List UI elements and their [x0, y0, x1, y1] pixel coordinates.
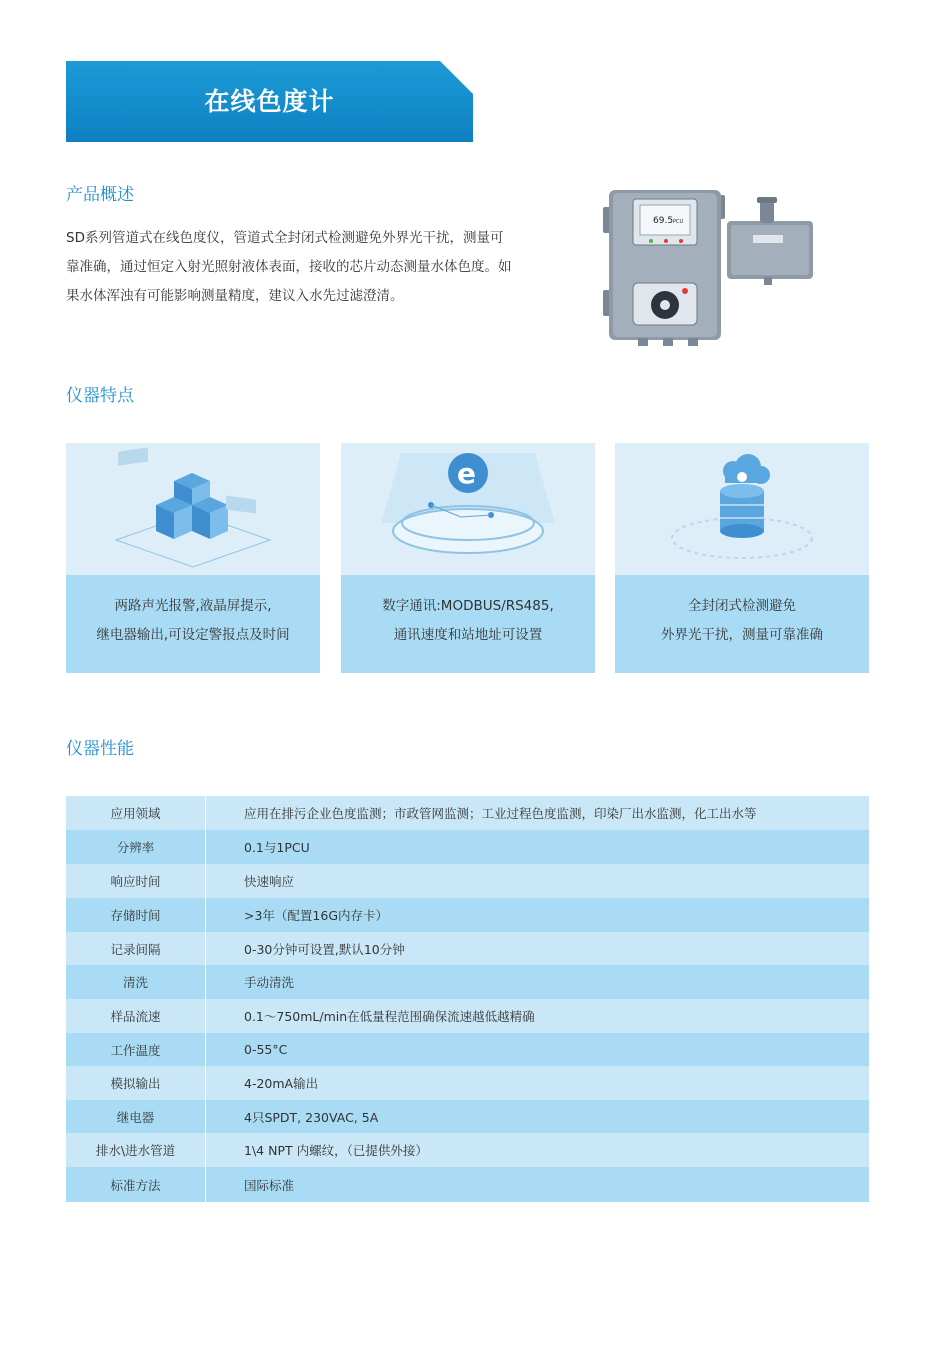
spec-value: 4只SPDT, 230VAC, 5A	[206, 1100, 870, 1133]
title-banner	[66, 61, 473, 142]
spec-value: 0-55°C	[206, 1033, 870, 1066]
spec-label: 记录间隔	[66, 932, 206, 965]
feature-caption	[341, 575, 595, 673]
feature-caption-line: 通讯速度和站地址可设置	[393, 627, 543, 643]
spec-table	[66, 796, 869, 1202]
overview-text	[66, 224, 521, 311]
feature-caption-line: 全封闭式检测避免	[688, 598, 796, 614]
cloud-database-illustration	[615, 443, 869, 575]
spec-label: 存储时间	[66, 898, 206, 932]
feature-caption-line: 继电器输出,可设定警报点及时间	[96, 627, 290, 643]
spec-label: 样品流速	[66, 999, 206, 1033]
spec-value: 0-30分钟可设置,默认10分钟	[206, 932, 870, 965]
spec-value: 国际标准	[206, 1167, 870, 1202]
device-reading: 69.5	[653, 216, 674, 226]
overview-line: 果水体浑浊有可能影响测量精度，建议入水先过滤澄清。	[66, 288, 404, 304]
table-row	[66, 898, 869, 932]
spec-label: 排水\进水管道	[66, 1133, 206, 1167]
spec-value: 4-20mA输出	[206, 1066, 870, 1100]
table-row	[66, 1133, 869, 1167]
table-row	[66, 1167, 869, 1202]
feature-caption	[66, 575, 320, 673]
spec-label: 分辨率	[66, 830, 206, 864]
table-row	[66, 1033, 869, 1066]
spec-value: 应用在排污企业色度监测；市政管网监测；工业过程色度监测，印染厂出水监测，化工出水等	[206, 796, 870, 830]
browser-icon: e	[457, 457, 476, 490]
spec-label: 继电器	[66, 1100, 206, 1133]
table-row	[66, 932, 869, 965]
spec-value: 快速响应	[206, 864, 870, 898]
device-unit: PCU	[673, 219, 684, 225]
spec-label: 清洗	[66, 965, 206, 999]
spec-value: >3年（配置16G内存卡）	[206, 898, 870, 932]
overview-line: SD系列管道式在线色度仪，管道式全封闭式检测避免外界光干扰，测量可	[66, 230, 504, 246]
spec-value: 0.1与1PCU	[206, 830, 870, 864]
overview-line: 靠准确，通过恒定入射光照射液体表面，接收的芯片动态测量水体色度。如	[66, 259, 512, 275]
feature-caption-line: 外界光干扰，测量可靠准确	[661, 627, 823, 643]
table-row	[66, 796, 869, 830]
spec-label: 工作温度	[66, 1033, 206, 1066]
table-row	[66, 864, 869, 898]
feature-caption-line: 数字通讯:MODBUS/RS485,	[382, 598, 554, 614]
spec-label: 模拟输出	[66, 1066, 206, 1100]
features-heading: 仪器特点	[66, 386, 134, 406]
spec-value: 0.1～750mL/min在低量程范围确保流速越低越精确	[206, 999, 870, 1033]
feature-card-communication	[341, 443, 595, 673]
feature-card-sealed	[615, 443, 869, 673]
specs-heading: 仪器性能	[66, 739, 134, 759]
table-row	[66, 965, 869, 999]
product-image	[603, 185, 818, 350]
overview-heading: 产品概述	[66, 185, 134, 205]
feature-card-alarm	[66, 443, 320, 673]
page-title: 在线色度计	[204, 87, 335, 116]
browser-network-illustration	[341, 443, 595, 575]
spec-value: 手动清洗	[206, 965, 870, 999]
feature-caption-line: 两路声光报警,液晶屏提示,	[114, 598, 272, 614]
cubes-illustration	[66, 443, 320, 575]
spec-value: 1\4 NPT 内螺纹，（已提供外接）	[206, 1133, 870, 1167]
spec-label: 响应时间	[66, 864, 206, 898]
spec-label: 标准方法	[66, 1167, 206, 1202]
feature-caption	[615, 575, 869, 673]
table-row	[66, 999, 869, 1033]
table-row	[66, 1066, 869, 1100]
spec-label: 应用领域	[66, 796, 206, 830]
table-row	[66, 1100, 869, 1133]
table-row	[66, 830, 869, 864]
